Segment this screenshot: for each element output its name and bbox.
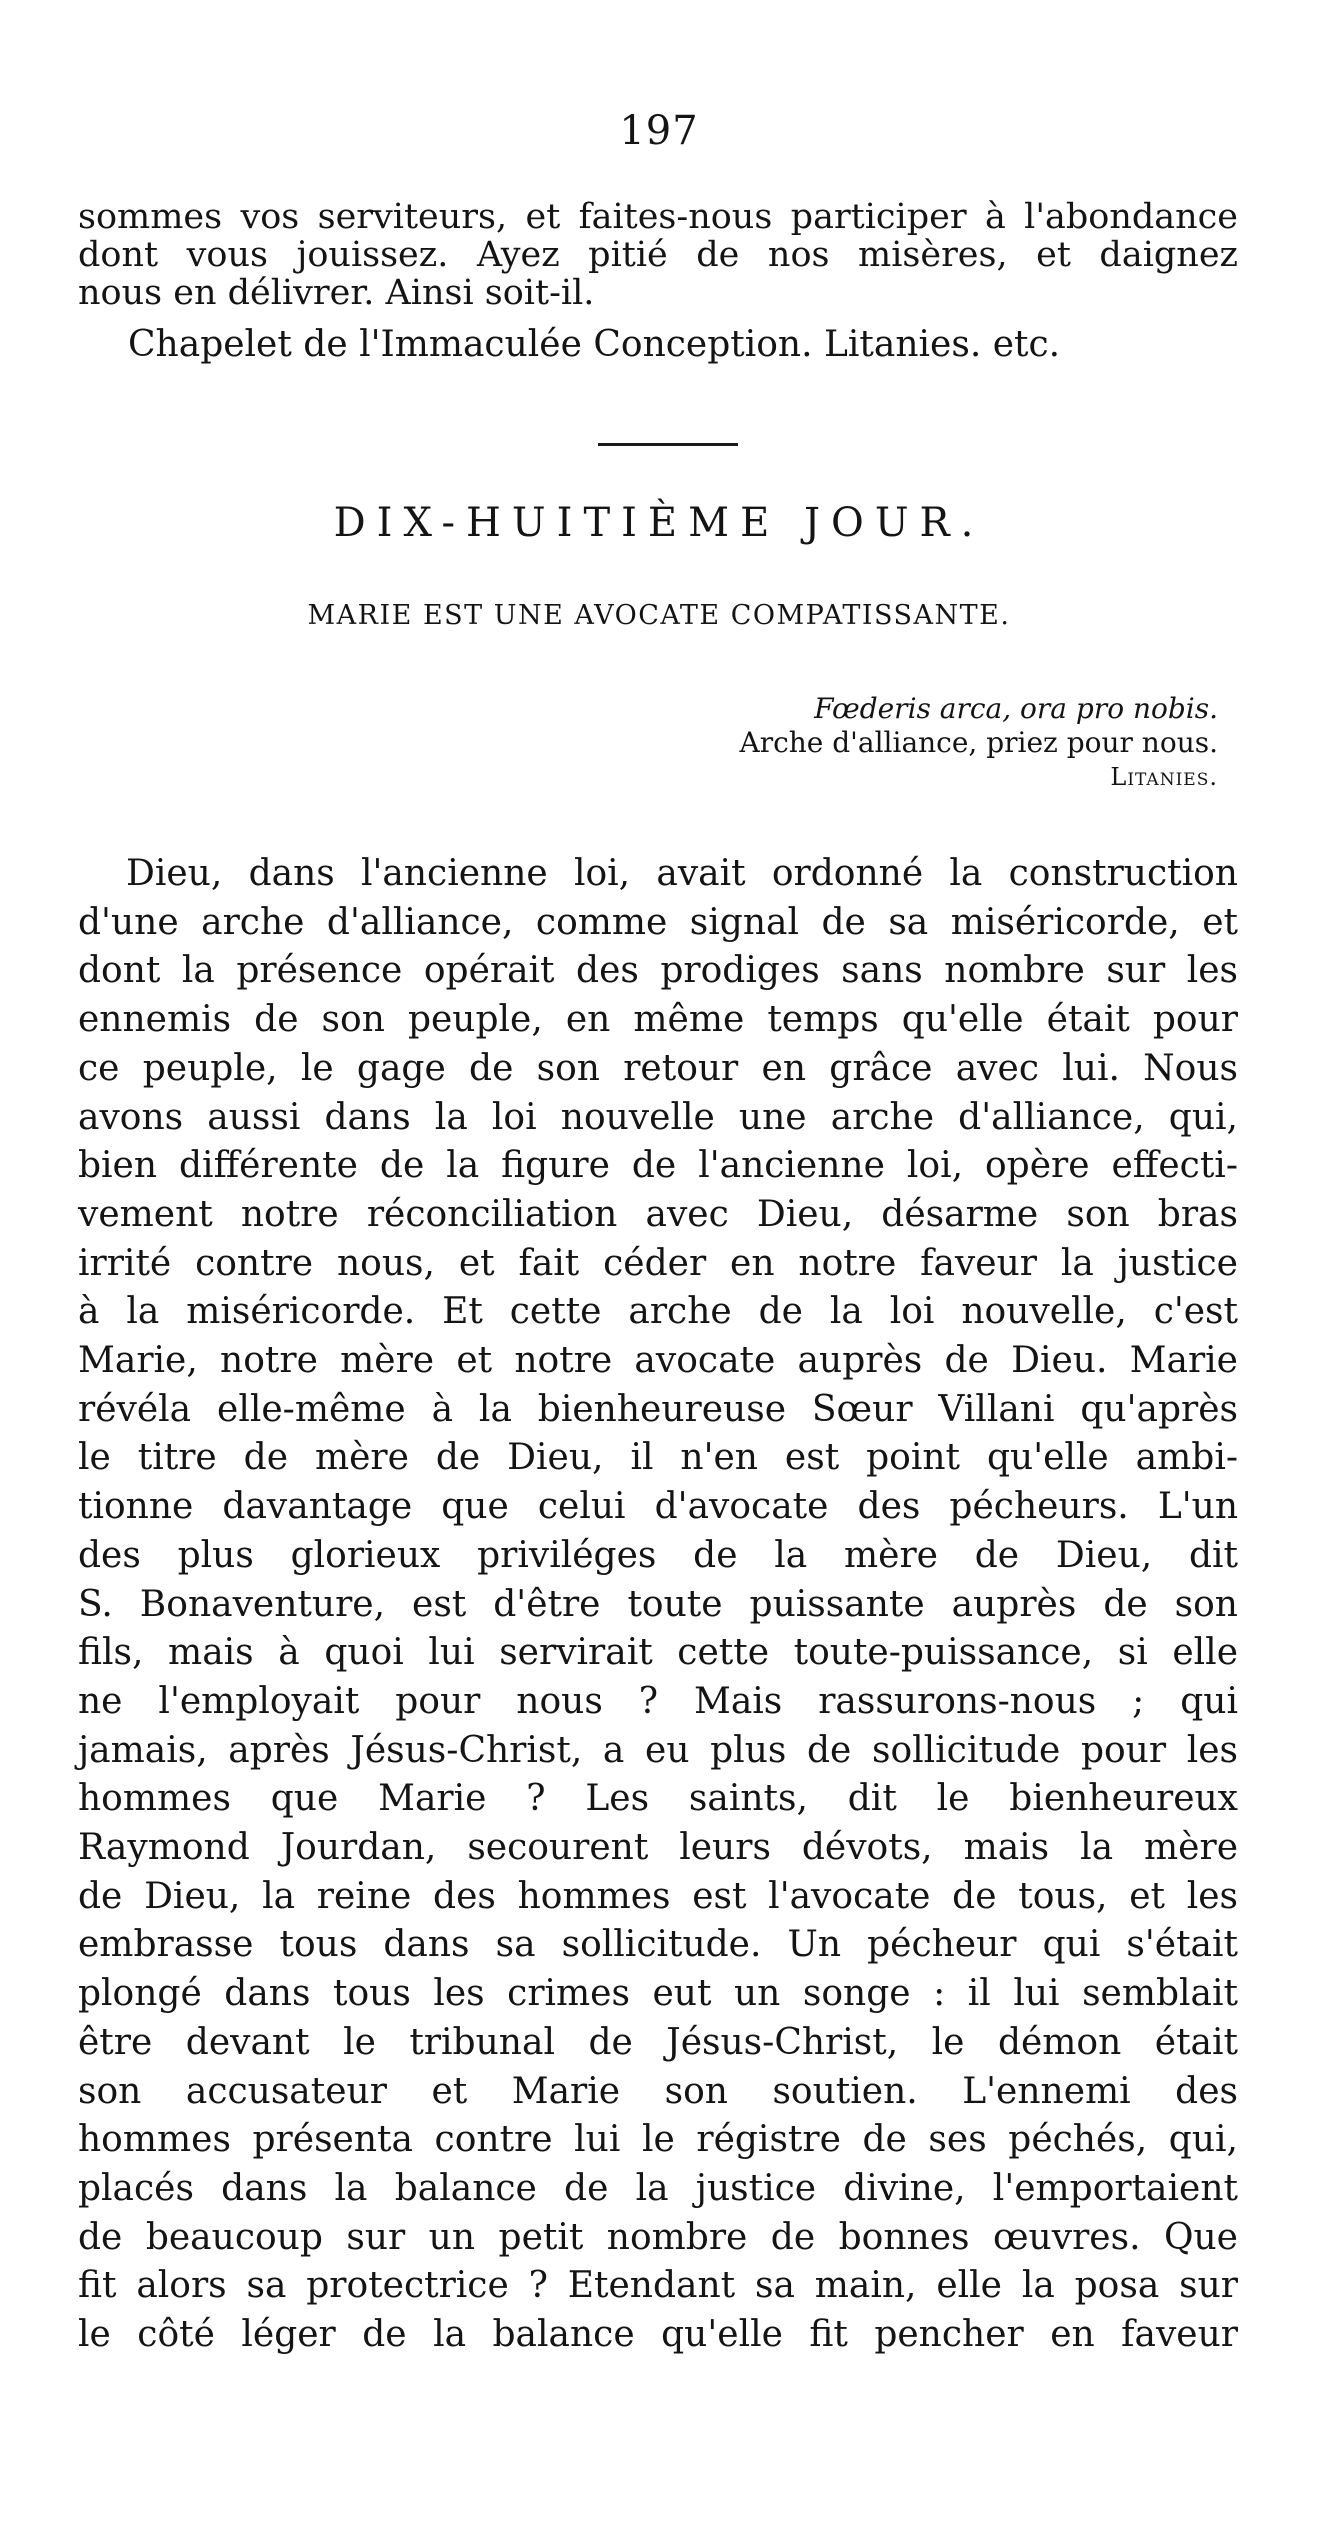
text-line: tionne davantage que celui d'avocate des pécheurs. L'un (78, 1486, 1238, 1528)
text-line: le titre de mère de Dieu, il n'en est point qu'elle ambi- (78, 1437, 1238, 1479)
section-divider (598, 443, 738, 446)
text-line: placés dans la balance de la justice divine, l'emportaient (78, 2167, 1238, 2209)
text-line: son accusateur et Marie son soutien. L'ennemi des (78, 2070, 1238, 2112)
prayer-ending (78, 198, 1238, 312)
text-line: jamais, après Jésus-Christ, a eu plus de sollicitude pour les (78, 1729, 1238, 1771)
text-line: sommes vos serviteurs, et faites-nous participer à l'abondance (78, 197, 1238, 237)
epigraph-latin: Fœderis arca, ora pro nobis. (814, 692, 1218, 725)
text-line: ennemis de son peuple, en même temps qu'elle était pour (78, 999, 1238, 1041)
text-line: être devant le tribunal de Jésus-Christ, le démon était (78, 2021, 1238, 2063)
text-line: vement notre réconciliation avec Dieu, désarme son bras (78, 1193, 1238, 1235)
text-line: hommes que Marie ? Les saints, dit le bienheureux (78, 1778, 1238, 1820)
text-line: fils, mais à quoi lui servirait cette toute-puissance, si elle (78, 1632, 1238, 1674)
epigraph-french: Arche d'alliance, priez pour nous. (739, 726, 1218, 759)
text-line: Dieu, dans l'ancienne loi, avait ordonné la construction (126, 853, 1238, 894)
text-line: Raymond Jourdan, secourent leurs dévots, mais la mère (78, 1827, 1238, 1869)
chapelet-note: Chapelet de l'Immaculée Conception. Litanies. etc. (128, 324, 1061, 365)
body-paragraph (78, 850, 1238, 2360)
chapter-title: DIX-HUITIÈME JOUR. (333, 500, 985, 546)
text-line: ne l'employait pour nous ? Mais rassurons-nous ; qui (78, 1680, 1238, 1722)
text-line: irrité contre nous, et fait céder en notre faveur la justice (78, 1242, 1238, 1284)
text-line: ce peuple, le gage de son retour en grâce avec lui. Nous (78, 1047, 1238, 1089)
text-line: dont la présence opérait des prodiges sans nombre sur les (78, 950, 1238, 992)
text-line: révéla elle-même à la bienheureuse Sœur Villani qu'après (78, 1388, 1238, 1430)
text-line: des plus glorieux priviléges de la mère de Dieu, dit (78, 1534, 1238, 1576)
chapter-subtitle: MARIE EST UNE AVOCATE COMPATISSANTE. (307, 600, 1011, 631)
text-line: Marie, notre mère et notre avocate auprès de Dieu. Marie (78, 1340, 1238, 1382)
epigraph-source: Litanies. (1110, 763, 1218, 791)
text-line: le côté léger de la balance qu'elle fit pencher en faveur (78, 2314, 1238, 2356)
text-line: dont vous jouissez. Ayez pitié de nos misères, et daignez (78, 235, 1238, 275)
text-line: fit alors sa protectrice ? Etendant sa main, elle la posa sur (78, 2265, 1238, 2307)
epigraph (739, 692, 1218, 794)
text-line: plongé dans tous les crimes eut un songe : il lui semblait (78, 1973, 1238, 2015)
text-line: embrasse tous dans sa sollicitude. Un pécheur qui s'était (78, 1924, 1238, 1966)
text-line: S. Bonaventure, est d'être toute puissante auprès de son (78, 1583, 1238, 1625)
text-line: d'une arche d'alliance, comme signal de sa miséricorde, et (78, 901, 1238, 943)
text-line: de beaucoup sur un petit nombre de bonnes œuvres. Que (78, 2216, 1238, 2258)
text-line: à la miséricorde. Et cette arche de la loi nouvelle, c'est (78, 1291, 1238, 1333)
text-line: avons aussi dans la loi nouvelle une arche d'alliance, qui, (78, 1096, 1238, 1138)
text-line: nous en délivrer. Ainsi soit-il. (78, 273, 595, 313)
text-line: de Dieu, la reine des hommes est l'avocate de tous, et les (78, 1875, 1238, 1917)
text-line: hommes présenta contre lui le régistre de ses péchés, qui, (78, 2119, 1238, 2161)
text-line: bien différente de la figure de l'ancienne loi, opère effecti- (78, 1145, 1238, 1187)
page-number: 197 (619, 108, 699, 154)
